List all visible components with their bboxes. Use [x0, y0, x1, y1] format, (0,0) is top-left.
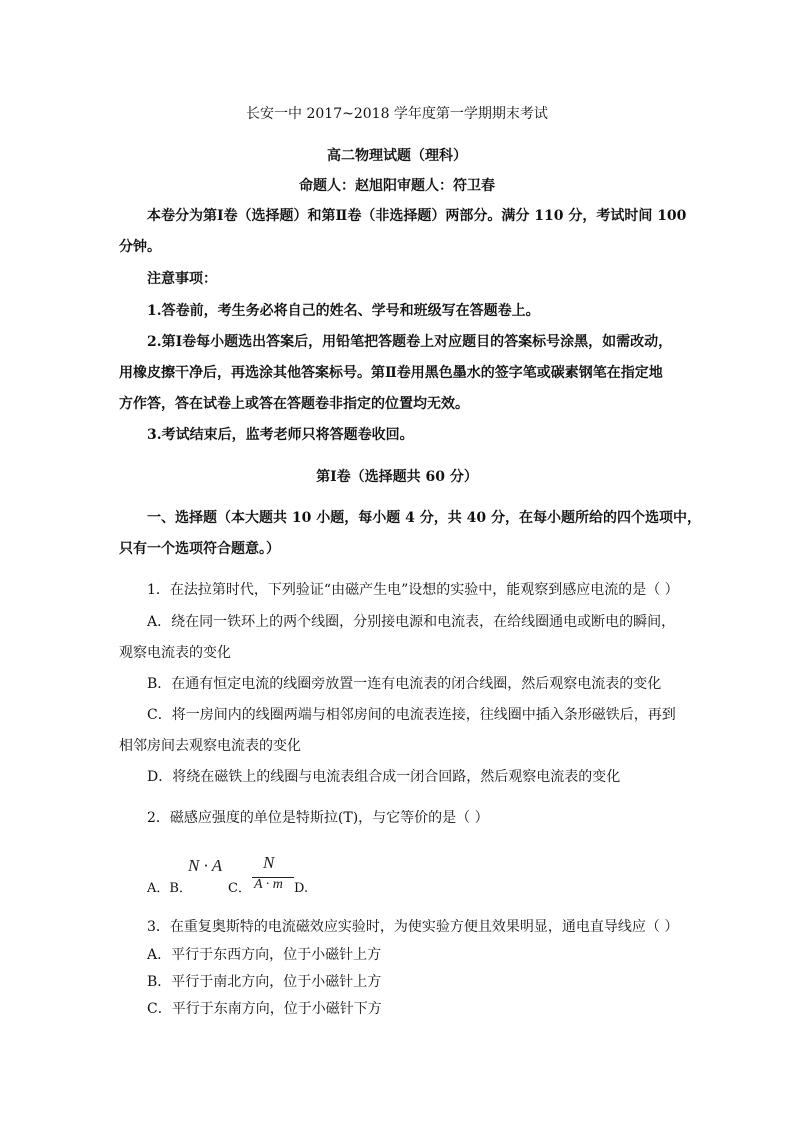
q3-option-a: A．平行于东西方向，位于小磁针上方 [147, 947, 382, 963]
note-2-line-3: 方作答，答在试卷上或答在答题卷非指定的位置均无效。 [119, 396, 469, 412]
subject-title: 高二物理试题（理科） [327, 148, 467, 164]
section-1-intro-line-1: 一、选择题（本大题共 10 小题，每小题 4 分，共 40 分，在每小题所给的四个选项中， [147, 510, 701, 526]
exam-title: 长安一中 2017~2018 学年度第一学期期末考试 [246, 106, 548, 122]
notes-title: 注意事项： [147, 271, 217, 287]
q1-option-a-line-1: A．绕在同一铁环上的两个线圈，分别接电源和电流表，在给线圈通电或断电的瞬间， [147, 614, 676, 630]
q3-option-b: B．平行于南北方向，位于小磁针上方 [147, 974, 382, 990]
authors-line: 命题人：赵旭阳审题人：符卫春 [299, 178, 495, 194]
section-1-title: 第Ⅰ卷（选择题共 60 分） [316, 469, 478, 485]
q1-option-a-line-2: 观察电流表的变化 [119, 645, 231, 661]
section-1-intro-line-2: 只有一个选项符合题意。） [119, 541, 280, 557]
q2-formula-b: N · A [188, 856, 223, 875]
q2-stem: 2．磁感应强度的单位是特斯拉(T)，与它等价的是（ ） [147, 810, 489, 826]
q2-formula-c-denominator: A · m [254, 877, 283, 892]
q2-formula-c-numerator: N [263, 853, 275, 872]
q2-option-c-label: C． [228, 881, 251, 896]
q2-option-d-label: D. [294, 881, 309, 896]
q1-option-d: D．将绕在磁铁上的线圈与电流表组合成一闭合回路，然后观察电流表的变化 [147, 769, 621, 785]
q1-stem: 1．在法拉第时代，下列验证“由磁产生电”设想的实验中，能观察到感应电流的是（ ） [147, 582, 679, 598]
intro-line-1: 本卷分为第Ⅰ卷（选择题）和第Ⅱ卷（非选择题）两部分。满分 110 分，考试时间 100 [147, 208, 687, 224]
q3-option-c: C．平行于东南方向，位于小磁针下方 [147, 1001, 382, 1017]
intro-line-2: 分钟。 [119, 239, 161, 255]
note-2-line-1: 2.第Ⅰ卷每小题选出答案后，用铅笔把答题卷上对应题目的答案标号涂黑，如需改动， [147, 334, 673, 350]
note-1: 1.答卷前，考生务必将自己的姓名、学号和班级写在答题卷上。 [147, 303, 540, 319]
q1-option-c-line-1: C．将一房间内的线圈两端与相邻房间的电流表连接，往线圈中插入条形磁铁后，再到 [147, 707, 676, 723]
note-3: 3.考试结束后，监考老师只将答题卷收回。 [147, 427, 414, 443]
q3-stem: 3．在重复奥斯特的电流磁效应实验时，为使实验方便且效果明显，通电直导线应（ ） [147, 919, 679, 935]
q1-option-b: B．在通有恒定电流的线圈旁放置一连有电流表的闭合线圈，然后观察电流表的变化 [147, 676, 662, 692]
q1-option-c-line-2: 相邻房间去观察电流表的变化 [119, 738, 301, 754]
q2-options-ab: A．B． [147, 881, 192, 896]
note-2-line-2: 用橡皮擦干净后，再选涂其他答案标号。第Ⅱ卷用黑色墨水的签字笔或碳素钢笔在指定地 [119, 365, 663, 381]
